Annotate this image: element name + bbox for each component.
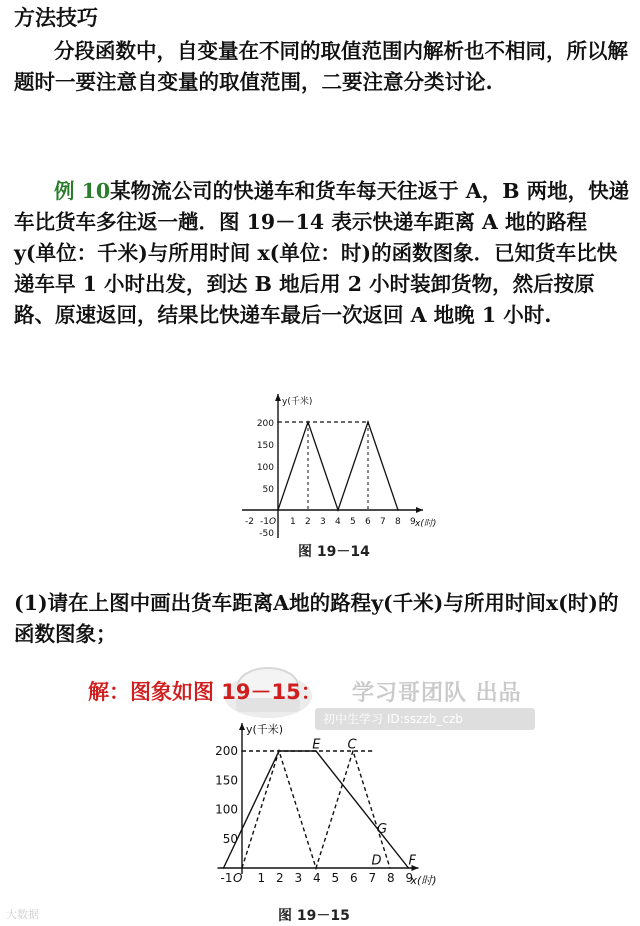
y-tick-label: 100	[256, 463, 274, 473]
answer-text: 解：图象如图 19－15：	[88, 680, 322, 704]
example-label: 例 10	[54, 179, 111, 203]
x-tick-label: O	[269, 517, 277, 527]
x-tick-label: 2	[305, 517, 311, 527]
y-axis-arrow	[275, 394, 281, 401]
data-point	[337, 509, 339, 511]
x-axis-label: x(时)	[415, 519, 437, 529]
y-axis-label: y(千米)	[246, 723, 284, 736]
point-label-e: E	[312, 737, 321, 753]
x-tick-label: 4	[335, 517, 341, 527]
x-tick-label: 1	[290, 517, 296, 527]
y-tick-label: 150	[256, 441, 274, 451]
x-tick-label: -1	[220, 871, 233, 885]
x-tick-label: 3	[320, 517, 326, 527]
x-tick-label: 8	[387, 871, 395, 885]
question-paragraph: (1)请在上图中画出货车距离A地的路程y(千米)与所用时间x(时)的函数图象；	[14, 591, 619, 646]
y-tick-label: 50	[222, 831, 238, 846]
x-tick-label: 5	[350, 517, 356, 527]
data-point	[223, 867, 225, 869]
example-text: 某物流公司的快递车和货车每天往返于 A，B 两地，快递车比货车多往返一趟．图 19－14 表示快递车距离 A 地的路程 y(单位：千米)与所用时间 x(单位：时)的函数图象．已知货车比快递车早 1 小时出发，到达 B 地后用 2 小时装卸货物，然后按原路、原速返回，结果比快递车最后一次返回 A 地晚 1 小时.	[14, 179, 630, 327]
series-line-1	[242, 751, 390, 868]
example-paragraph	[14, 176, 634, 331]
data-point	[371, 750, 373, 752]
x-tick-label: 5	[331, 871, 340, 885]
y-tick-label: 50	[262, 485, 274, 495]
x-tick-label: 4	[313, 871, 321, 885]
x-tick-label: -1	[260, 517, 269, 527]
series-line-1	[278, 422, 398, 510]
x-tick-label: 7	[380, 517, 386, 527]
y-axis-label: y(千米)	[282, 397, 313, 407]
point-label-g: G	[377, 821, 388, 837]
x-tick-label: 9	[405, 871, 414, 885]
watermark-bar: 初中生学习 ID:sszzb_czb	[315, 708, 535, 730]
tip-text: 分段函数中，自变量在不同的取值范围内解析也不相同，所以解题时一要注意自变量的取值范围，二要注意分类讨论.	[14, 39, 628, 94]
x-tick-label: 2	[276, 871, 284, 885]
watermark-text: 学习哥团队 出品	[352, 681, 522, 706]
figure-19-14-caption: 图 19－14	[298, 544, 370, 560]
x-tick-label: 3	[294, 871, 303, 885]
x-tick-label: 9	[410, 517, 416, 527]
x-tick-label: 8	[395, 517, 401, 527]
x-tick-label: 1	[257, 871, 266, 885]
figure-19-15-caption: 图 19－15	[278, 908, 350, 924]
x-axis-label: x(时)	[410, 874, 437, 887]
y-axis-arrow	[239, 723, 245, 730]
figure-19-14	[232, 370, 437, 540]
section-heading: 方法技巧	[14, 6, 98, 30]
data-point	[389, 867, 391, 869]
x-tick-label: -2	[245, 517, 254, 527]
point-label-c: C	[347, 737, 357, 753]
y-tick-label: -50	[259, 529, 274, 539]
data-point	[241, 750, 243, 752]
x-tick-label: O	[233, 871, 243, 885]
x-axis-arrow	[416, 507, 423, 513]
y-tick-label: 100	[215, 802, 238, 817]
figure-19-15	[212, 718, 452, 898]
data-point	[277, 421, 279, 423]
series-line-2	[224, 751, 409, 868]
x-tick-label: 6	[365, 517, 371, 527]
point-label-f: F	[408, 853, 416, 869]
data-point	[315, 867, 317, 869]
x-tick-label: 7	[368, 871, 377, 885]
y-tick-label: 200	[215, 744, 238, 758]
y-tick-label: 200	[256, 419, 274, 429]
data-point	[277, 509, 279, 511]
tip-paragraph	[14, 36, 634, 98]
data-point	[397, 509, 399, 511]
y-tick-label: 150	[215, 773, 238, 788]
x-tick-label: 6	[350, 871, 358, 885]
point-label-d: D	[371, 853, 382, 869]
data-point	[241, 867, 243, 869]
corner-watermark: 大数据	[6, 908, 39, 921]
